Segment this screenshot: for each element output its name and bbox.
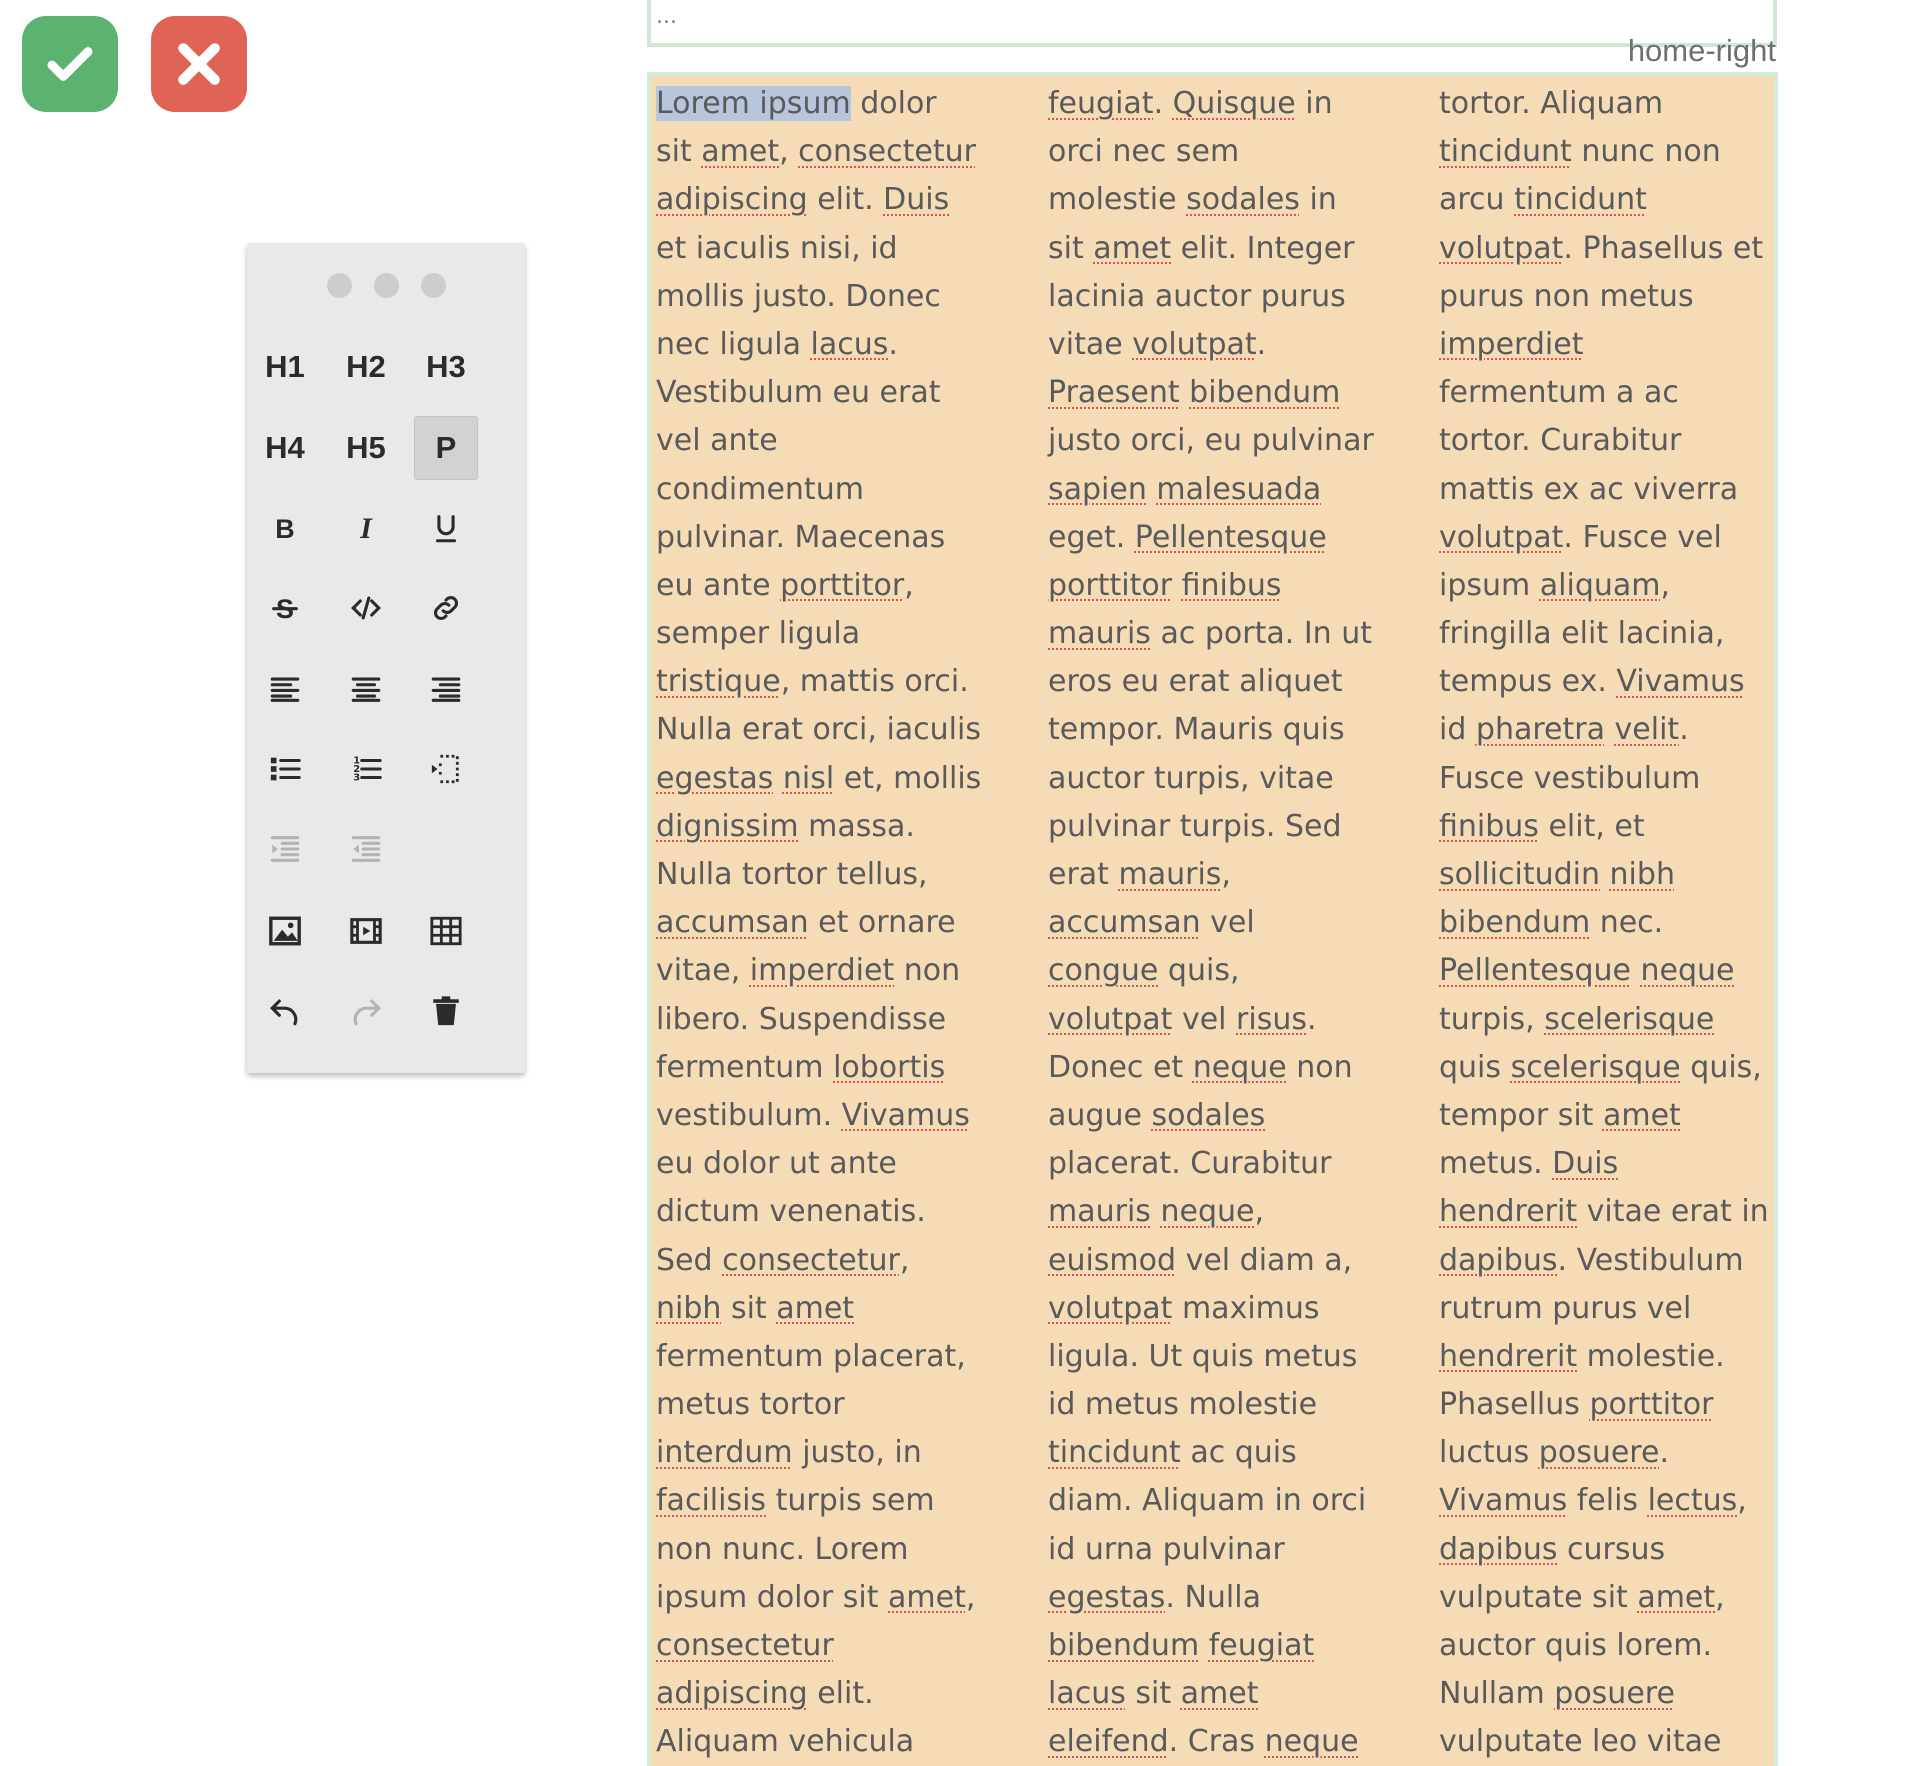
paragraph-label: P: [435, 430, 457, 465]
text-line: tortor. Curabitur: [1439, 423, 1682, 459]
text-line: molestie sodales in: [1048, 182, 1337, 218]
region-label: home-right: [1627, 33, 1776, 68]
link-button[interactable]: [414, 576, 478, 640]
text-line: libero. Suspendisse: [656, 1001, 947, 1037]
text-line: pulvinar. Maecenas: [656, 519, 946, 555]
text-line: turpis, scelerisque: [1439, 1001, 1715, 1037]
cancel-button[interactable]: [151, 16, 247, 112]
text-line: euismod vel diam a,: [1048, 1242, 1353, 1278]
formatting-toolbar: [247, 243, 525, 1073]
text-line: facilisis turpis sem: [656, 1483, 935, 1519]
numbered-list-button[interactable]: [334, 737, 398, 801]
text-line: pulvinar turpis. Sed: [1048, 808, 1342, 844]
text-line: ligula. Ut quis metus: [1048, 1338, 1358, 1374]
svg-text:I: I: [360, 511, 372, 545]
heading-2-label: H2: [346, 349, 386, 384]
text-line: Phasellus porttitor: [1439, 1387, 1714, 1423]
align-right-button[interactable]: [414, 657, 478, 721]
svg-text:2: 2: [353, 763, 361, 775]
text-line: mauris neque,: [1048, 1194, 1264, 1230]
text-line: tincidunt ac quis: [1048, 1435, 1297, 1471]
underline-button[interactable]: [414, 496, 478, 560]
svg-text:S: S: [276, 593, 294, 624]
close-icon: [172, 37, 226, 91]
align-left-icon: [268, 672, 302, 706]
text-line: condimentum: [656, 471, 864, 507]
text-line: orci nec sem: [1048, 134, 1240, 170]
text-line: fermentum placerat,: [656, 1338, 966, 1374]
text-line: auctor quis lorem.: [1439, 1628, 1713, 1663]
text-line: dapibus cursus: [1439, 1531, 1666, 1567]
video-button[interactable]: [334, 899, 398, 963]
code-icon: [349, 591, 383, 625]
text-line: Nulla erat orci, iaculis: [656, 712, 981, 748]
table-icon: [429, 914, 463, 948]
previous-region-field[interactable]: [647, 0, 1777, 47]
text-line: volutpat. Fusce vel: [1439, 519, 1722, 555]
text-column-2[interactable]: [1048, 80, 1420, 1766]
strikethrough-button[interactable]: [253, 576, 317, 640]
text-line: Aliquam vehicula: [656, 1724, 915, 1760]
text-line: vestibulum. Vivamus: [656, 1097, 970, 1133]
strikethrough-icon: [268, 591, 302, 625]
text-editor-region[interactable]: [647, 72, 1778, 1766]
text-line: sollicitudin nibh: [1439, 857, 1675, 892]
underline-icon: [429, 511, 463, 545]
text-line: sapien malesuada: [1048, 471, 1322, 507]
link-icon: [429, 591, 463, 625]
text-line: vitae, imperdiet non: [656, 953, 961, 989]
text-line: augue sodales: [1048, 1097, 1266, 1133]
line-break-button[interactable]: [414, 737, 478, 801]
text-line: feugiat. Quisque in: [1048, 86, 1333, 121]
italic-icon: [349, 511, 383, 545]
text-line: id urna pulvinar: [1048, 1531, 1285, 1567]
bold-button[interactable]: [253, 496, 317, 560]
svg-text:1: 1: [353, 755, 361, 767]
outdent-button[interactable]: [334, 817, 398, 881]
text-line: eu dolor ut ante: [656, 1146, 897, 1182]
bullet-list-icon: [268, 752, 302, 786]
text-line: id pharetra velit.: [1439, 712, 1689, 748]
indent-button[interactable]: [253, 817, 317, 881]
text-line: rutrum purus vel: [1439, 1290, 1692, 1326]
text-line: vulputate leo vitae: [1439, 1724, 1722, 1760]
heading-4-label: H4: [265, 430, 305, 465]
text-line: mattis ex ac viverra: [1439, 471, 1739, 507]
text-line: accumsan vel: [1048, 905, 1255, 941]
text-line: semper ligula: [656, 616, 861, 652]
text-line: quis scelerisque quis,: [1439, 1049, 1762, 1085]
text-line: placerat. Curabitur: [1048, 1146, 1332, 1182]
heading-4-button[interactable]: [253, 416, 317, 480]
code-button[interactable]: [334, 576, 398, 640]
heading-3-button[interactable]: [414, 335, 478, 399]
text-line: eget. Pellentesque: [1048, 519, 1327, 555]
heading-1-button[interactable]: [253, 335, 317, 399]
text-line: porttitor finibus: [1048, 567, 1282, 603]
text-line: adipiscing elit.: [656, 1676, 874, 1712]
text-line: sit amet, consectetur: [656, 134, 976, 170]
text-line: justo orci, eu pulvinar: [1048, 423, 1374, 459]
text-line: non nunc. Lorem: [656, 1531, 909, 1567]
text-line: vulputate sit amet,: [1439, 1579, 1725, 1615]
text-line: ipsum aliquam,: [1439, 567, 1671, 603]
align-center-icon: [349, 672, 383, 706]
align-center-button[interactable]: [334, 657, 398, 721]
text-line: egestas. Nulla: [1048, 1579, 1261, 1615]
text-line: et iaculis nisi, id: [656, 230, 898, 266]
text-line: imperdiet: [1439, 326, 1584, 362]
text-line: tortor. Aliquam: [1439, 86, 1664, 121]
text-line: volutpat vel risus.: [1048, 1001, 1317, 1037]
text-line: volutpat. Phasellus et: [1439, 230, 1764, 266]
text-line: interdum justo, in: [656, 1435, 922, 1471]
text-line: tempor sit amet: [1439, 1097, 1681, 1133]
text-line: nibh sit amet: [656, 1290, 855, 1326]
trash-icon: [429, 994, 463, 1028]
text-line: tristique, mattis orci.: [656, 664, 969, 700]
image-icon: [268, 914, 302, 948]
text-line: Lorem ipsum dolor: [656, 86, 937, 121]
text-line: Vestibulum eu erat: [656, 375, 941, 411]
outdent-icon: [349, 832, 383, 866]
text-line: volutpat maximus: [1048, 1290, 1320, 1326]
bullet-list-button[interactable]: [253, 737, 317, 801]
svg-text:B: B: [275, 513, 295, 544]
text-line: purus non metus: [1439, 278, 1694, 314]
text-line: dignissim massa.: [656, 808, 915, 844]
text-line: eleifend. Cras neque: [1048, 1724, 1359, 1760]
numbered-list-icon: [349, 752, 383, 786]
undo-icon: [268, 994, 302, 1028]
check-icon: [43, 37, 97, 91]
text-line: Nullam posuere: [1439, 1676, 1675, 1712]
text-line: finibus elit, et: [1439, 808, 1645, 844]
text-line: accumsan et ornare: [656, 905, 956, 941]
indent-icon: [268, 832, 302, 866]
line-break-icon: [429, 752, 463, 786]
text-line: Sed consectetur,: [656, 1242, 910, 1278]
text-line: metus. Duis: [1439, 1146, 1619, 1182]
text-line: consectetur: [656, 1628, 834, 1663]
text-line: lacinia auctor purus: [1048, 278, 1346, 314]
table-button[interactable]: [414, 899, 478, 963]
text-line: id metus molestie: [1048, 1387, 1318, 1423]
align-left-button[interactable]: [253, 657, 317, 721]
text-line: tempus ex. Vivamus: [1439, 664, 1745, 700]
delete-button[interactable]: [414, 979, 478, 1043]
text-column-1[interactable]: [656, 80, 1028, 1766]
text-line: fermentum a ac: [1439, 375, 1679, 411]
text-line: dapibus. Vestibulum: [1439, 1242, 1744, 1278]
text-line: Donec et neque non: [1048, 1049, 1353, 1085]
text-line: adipiscing elit. Duis: [656, 182, 950, 218]
heading-5-button[interactable]: [334, 416, 398, 480]
text-line: Fusce vestibulum: [1439, 760, 1701, 796]
text-line: mauris ac porta. In ut: [1048, 616, 1372, 652]
text-line: hendrerit vitae erat in: [1439, 1194, 1769, 1230]
video-icon: [349, 914, 383, 948]
heading-5-label: H5: [346, 430, 386, 465]
text-line: auctor turpis, vitae: [1048, 760, 1334, 796]
text-line: fringilla elit lacinia,: [1439, 616, 1725, 652]
text-line: metus tortor: [656, 1387, 845, 1423]
heading-1-label: H1: [265, 349, 305, 384]
text-line: vel ante: [656, 423, 778, 459]
paragraph-button[interactable]: [414, 416, 478, 480]
text-line: hendrerit molestie.: [1439, 1338, 1725, 1374]
text-line: arcu tincidunt: [1439, 182, 1647, 218]
align-right-icon: [429, 672, 463, 706]
text-line: mollis justo. Donec: [656, 278, 941, 314]
text-line: luctus posuere.: [1439, 1435, 1669, 1471]
italic-button[interactable]: [334, 496, 398, 560]
bold-icon: [268, 511, 302, 545]
text-line: bibendum nec.: [1439, 905, 1664, 941]
text-line: eros eu erat aliquet: [1048, 664, 1343, 700]
text-line: fermentum lobortis: [656, 1049, 946, 1085]
text-line: congue quis,: [1048, 953, 1240, 989]
previous-region-text: ...: [656, 4, 677, 29]
redo-button[interactable]: [334, 979, 398, 1043]
redo-icon: [349, 994, 383, 1028]
image-button[interactable]: [253, 899, 317, 963]
svg-text:3: 3: [353, 772, 361, 784]
text-line: tempor. Mauris quis: [1048, 712, 1345, 748]
text-line: Nulla tortor tellus,: [656, 857, 928, 892]
text-line: vitae volutpat.: [1048, 326, 1267, 362]
text-line: egestas nisl et, mollis: [656, 760, 982, 796]
text-line: ipsum dolor sit amet,: [656, 1579, 976, 1615]
heading-2-button[interactable]: [334, 335, 398, 399]
text-line: dictum venenatis.: [656, 1194, 926, 1230]
text-line: bibendum feugiat: [1048, 1628, 1315, 1663]
text-line: tincidunt nunc non: [1439, 134, 1721, 170]
text-line: nec ligula lacus.: [656, 326, 898, 362]
confirm-button[interactable]: [22, 16, 118, 112]
text-line: sit amet elit. Integer: [1048, 230, 1355, 266]
text-line: erat mauris,: [1048, 857, 1231, 892]
toolbar-drag-handle[interactable]: [247, 273, 525, 299]
text-line: eu ante porttitor,: [656, 567, 914, 603]
text-line: Praesent bibendum: [1048, 375, 1341, 411]
text-line: diam. Aliquam in orci: [1048, 1483, 1367, 1519]
text-line: Vivamus felis lectus,: [1439, 1483, 1747, 1519]
text-line: Pellentesque neque: [1439, 953, 1735, 989]
text-line: lacus sit amet: [1048, 1676, 1259, 1712]
undo-button[interactable]: [253, 979, 317, 1043]
heading-3-label: H3: [426, 349, 466, 384]
text-column-3[interactable]: [1439, 80, 1778, 1766]
selected-text: Lorem ipsum: [656, 86, 851, 121]
